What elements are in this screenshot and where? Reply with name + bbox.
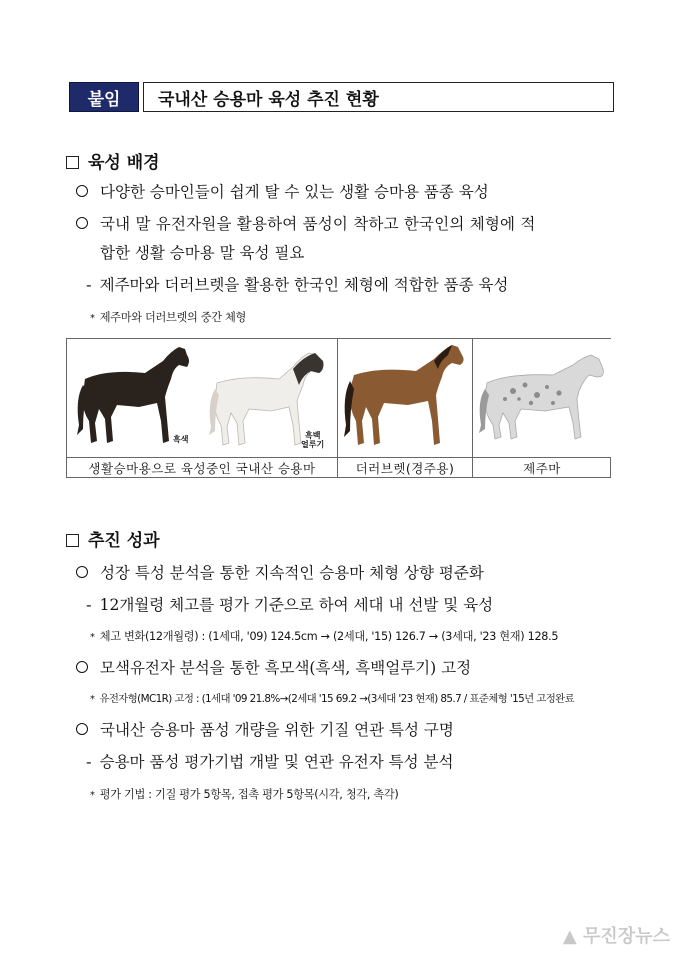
list-item [76, 180, 489, 202]
footnote-text: 제주마와 더러브렛의 중간 체형 [99, 311, 247, 324]
section-heading-text: 육성 배경 [88, 153, 160, 173]
caption-jeju: 제주마 [473, 457, 611, 477]
horse-image-table [66, 338, 611, 478]
circle-bullet-icon [76, 217, 88, 229]
circle-bullet-icon [76, 185, 88, 197]
white-spotted-label-bottom: 얼루기 [301, 440, 325, 449]
list-item-text: 국내산 승용마 품성 개량을 위한 기질 연관 특성 구명 [100, 721, 454, 739]
sub-item [86, 750, 453, 772]
asterisk-icon: * [90, 632, 95, 643]
asterisk-icon: * [90, 694, 95, 705]
list-item-text: 다양한 승마인들이 쉽게 탈 수 있는 생활 승마용 품종 육성 [100, 183, 489, 201]
section-heading-background [66, 148, 160, 173]
checkbox-square-icon [66, 156, 79, 169]
circle-bullet-icon [76, 661, 88, 673]
sub-item-text: 12개월령 체고를 평가 기준으로 하여 세대 내 선발 및 육성 [99, 596, 494, 614]
sub-item-text: 제주마와 더러브렛을 활용한 한국인 체형에 적합한 품종 육성 [99, 276, 509, 294]
asterisk-icon: * [90, 790, 95, 801]
caption-domestic: 생활승마용으로 육성중인 국내산 승용마 [67, 457, 338, 477]
page-title: 국내산 승용마 육성 추진 현황 [143, 82, 614, 112]
circle-bullet-icon [76, 723, 88, 735]
footnote [90, 628, 558, 644]
watermark-logo [563, 922, 670, 948]
list-item [76, 212, 536, 234]
sub-item [86, 273, 508, 295]
list-item [76, 718, 454, 740]
list-item-text: 합한 생활 승마용 말 육성 필요 [100, 244, 305, 262]
section-heading-text: 추진 성과 [88, 531, 160, 551]
black-horse-icon [67, 339, 337, 457]
footnote [90, 690, 574, 705]
caption-thoroughbred: 더러브렛(경주용) [338, 457, 473, 477]
white-spotted-label-top: 흑백 [305, 431, 321, 440]
sub-item-text: 승용마 품성 평가기법 개발 및 연관 유전자 특성 분석 [99, 753, 454, 771]
list-item-text: 모색유전자 분석을 통한 흑모색(흑색, 흑백얼루기) 고정 [100, 659, 472, 677]
footnote [90, 786, 398, 802]
watermark-mountain-icon: ▲ [562, 926, 577, 947]
bay-horse-icon [338, 339, 472, 457]
thoroughbred-image [338, 339, 473, 457]
watermark-text: 무진장뉴스 [583, 926, 670, 947]
footnote-text: 평가 기법 : 기질 평가 5항목, 접촉 평가 5항목(시각, 청각, 촉각) [99, 788, 399, 801]
footnote-text: 유전자형(MC1R) 고정 : (1세대 '09 21.8%→(2세대 '15 69.2 →(3세대 '23 현재) 85.7 / 표준체형 '15년 고정완료 [99, 693, 575, 705]
dash-bullet-icon: - [86, 276, 92, 294]
dash-bullet-icon: - [86, 753, 92, 771]
domestic-horse-images [67, 339, 338, 457]
asterisk-icon: * [90, 313, 95, 324]
footnote [90, 309, 246, 325]
section-heading-results [66, 526, 160, 551]
jeju-horse-image [473, 339, 611, 457]
list-item-continuation [100, 241, 304, 263]
list-item-text: 성장 특성 분석을 통한 지속적인 승용마 체형 상향 평준화 [100, 564, 484, 582]
sub-item [86, 593, 493, 615]
black-horse-label: 흑색 [173, 435, 189, 444]
footnote-text: 체고 변화(12개월령) : (1세대, '09) 124.5cm → (2세대, '15) 126.7 → (3세대, '23 현재) 128.5 [99, 630, 559, 643]
dash-bullet-icon: - [86, 596, 92, 614]
circle-bullet-icon [76, 566, 88, 578]
grey-pony-icon [473, 339, 610, 457]
list-item-text: 국내 말 유전자원을 활용하여 품성이 착하고 한국인의 체형에 적 [100, 215, 536, 233]
attachment-tag: 붙임 [69, 82, 139, 112]
list-item [76, 656, 471, 678]
list-item [76, 561, 484, 583]
checkbox-square-icon [66, 534, 79, 547]
